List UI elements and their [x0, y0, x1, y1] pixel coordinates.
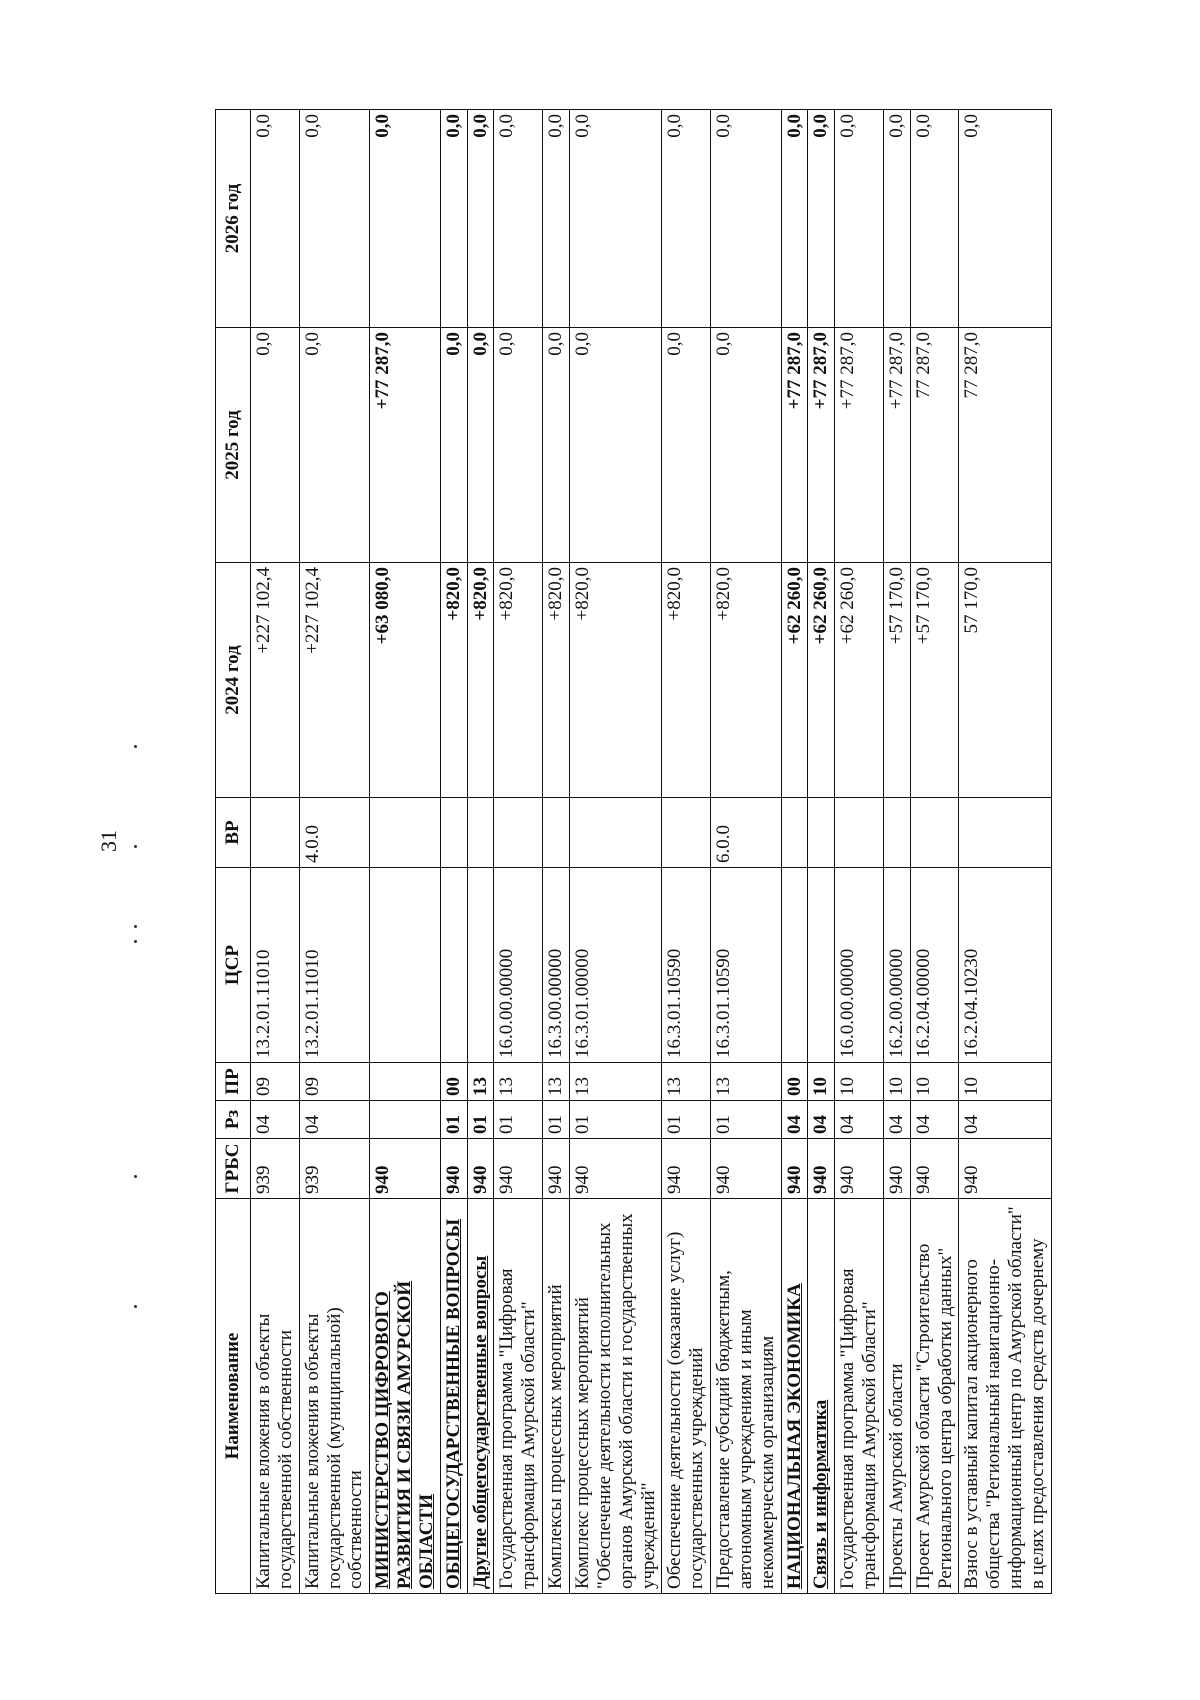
- cell-vr: [370, 798, 441, 868]
- table-row: [835, 110, 884, 1594]
- cell-grbs: 940: [808, 1139, 835, 1199]
- cell-2026: 0,0: [711, 110, 782, 328]
- cell-name: Предоставление субсидий бюджетным, автономным учреждениям и иным некоммерческим организациям: [711, 1199, 782, 1594]
- cell-pr: 13: [467, 1063, 494, 1101]
- table-row: [370, 110, 441, 1594]
- cell-csr: 16.0.00.00000: [494, 868, 543, 1063]
- cell-2025: 0,0: [494, 328, 543, 563]
- cell-2026: 0,0: [910, 110, 959, 328]
- cell-grbs: 940: [494, 1139, 543, 1199]
- cell-name: Капитальные вложения в объекты государственной собственности: [251, 1199, 300, 1594]
- header-name: Наименование: [216, 1199, 251, 1594]
- cell-vr: [467, 798, 494, 868]
- cell-2025: 0,0: [543, 328, 570, 563]
- header-vr: ВР: [216, 798, 251, 868]
- scan-speck: [134, 925, 137, 928]
- cell-grbs: 940: [883, 1139, 910, 1199]
- cell-2024: 57 170,0: [959, 563, 1051, 798]
- cell-csr: [440, 868, 467, 1063]
- page-number: 31: [96, 830, 121, 852]
- table-row: [781, 110, 808, 1594]
- cell-csr: 16.2.04.00000: [910, 868, 959, 1063]
- cell-2026: 0,0: [569, 110, 661, 328]
- rotated-table-wrapper: [215, 110, 1110, 1594]
- cell-pr: 00: [781, 1063, 808, 1101]
- cell-rz: 04: [835, 1101, 884, 1139]
- cell-2024: +63 080,0: [370, 563, 441, 798]
- cell-pr: 00: [440, 1063, 467, 1101]
- header-csr: ЦСР: [216, 868, 251, 1063]
- cell-2026: 0,0: [494, 110, 543, 328]
- cell-2025: 0,0: [440, 328, 467, 563]
- cell-pr: 10: [808, 1063, 835, 1101]
- scan-speck: [134, 940, 137, 943]
- cell-name: Связь и информатика: [808, 1199, 835, 1594]
- cell-name: Взнос в уставный капитал акционерного общества "Региональный навигационно-информационный центр по Амурской области" в целях предоставления средств дочернему: [959, 1199, 1051, 1594]
- cell-2024: +62 260,0: [781, 563, 808, 798]
- cell-grbs: 939: [299, 1139, 370, 1199]
- cell-2026: 0,0: [543, 110, 570, 328]
- table-row: [883, 110, 910, 1594]
- cell-2024: +57 170,0: [910, 563, 959, 798]
- cell-2026: 0,0: [662, 110, 711, 328]
- cell-csr: 16.0.00.00000: [835, 868, 884, 1063]
- cell-2025: 77 287,0: [910, 328, 959, 563]
- cell-name: Капитальные вложения в объекты государственной (муниципальной) собственности: [299, 1199, 370, 1594]
- cell-vr: [835, 798, 884, 868]
- cell-csr: [467, 868, 494, 1063]
- cell-2025: +77 287,0: [835, 328, 884, 563]
- cell-name: Обеспечение деятельности (оказание услуг) государственных учреждений: [662, 1199, 711, 1594]
- cell-grbs: 940: [910, 1139, 959, 1199]
- cell-2025: 0,0: [467, 328, 494, 563]
- cell-name: ОБЩЕГОСУДАРСТВЕННЫЕ ВОПРОСЫ: [440, 1199, 467, 1594]
- table-row: [494, 110, 543, 1594]
- cell-2024: +62 260,0: [835, 563, 884, 798]
- cell-csr: [781, 868, 808, 1063]
- cell-2024: +820,0: [440, 563, 467, 798]
- cell-name: Государственная программа "Цифровая трансформация Амурской области": [494, 1199, 543, 1594]
- cell-rz: 04: [299, 1101, 370, 1139]
- cell-grbs: 940: [370, 1139, 441, 1199]
- cell-pr: [370, 1063, 441, 1101]
- cell-grbs: 939: [251, 1139, 300, 1199]
- table-row: [543, 110, 570, 1594]
- cell-2025: 0,0: [251, 328, 300, 563]
- cell-pr: 10: [910, 1063, 959, 1101]
- table-row: [251, 110, 300, 1594]
- cell-csr: [370, 868, 441, 1063]
- cell-pr: 10: [835, 1063, 884, 1101]
- cell-2024: +57 170,0: [883, 563, 910, 798]
- cell-2026: 0,0: [808, 110, 835, 328]
- cell-2024: +227 102,4: [251, 563, 300, 798]
- cell-rz: 04: [781, 1101, 808, 1139]
- cell-csr: 16.3.00.00000: [543, 868, 570, 1063]
- cell-name: МИНИСТЕРСТВО ЦИФРОВОГО РАЗВИТИЯ И СВЯЗИ АМУРСКОЙ ОБЛАСТИ: [370, 1199, 441, 1594]
- header-grbs: ГРБС: [216, 1139, 251, 1199]
- cell-vr: [494, 798, 543, 868]
- cell-pr: 10: [959, 1063, 1051, 1101]
- cell-grbs: 940: [711, 1139, 782, 1199]
- cell-2025: 0,0: [662, 328, 711, 563]
- cell-2025: +77 287,0: [808, 328, 835, 563]
- cell-name: Другие общегосударственные вопросы: [467, 1199, 494, 1594]
- cell-vr: [251, 798, 300, 868]
- header-rz: Рз: [216, 1101, 251, 1139]
- header-2026: 2026 год: [216, 110, 251, 328]
- cell-grbs: 940: [662, 1139, 711, 1199]
- cell-vr: [808, 798, 835, 868]
- cell-vr: 6.0.0: [711, 798, 782, 868]
- cell-2025: +77 287,0: [781, 328, 808, 563]
- cell-pr: 13: [569, 1063, 661, 1101]
- cell-name: Проекты Амурской области: [883, 1199, 910, 1594]
- cell-2026: 0,0: [959, 110, 1051, 328]
- cell-2025: 77 287,0: [959, 328, 1051, 563]
- cell-rz: 04: [808, 1101, 835, 1139]
- cell-2026: 0,0: [370, 110, 441, 328]
- cell-grbs: 940: [543, 1139, 570, 1199]
- cell-csr: 13.2.01.11010: [299, 868, 370, 1063]
- cell-rz: 01: [569, 1101, 661, 1139]
- cell-rz: 01: [467, 1101, 494, 1139]
- cell-vr: [569, 798, 661, 868]
- cell-pr: 13: [711, 1063, 782, 1101]
- cell-csr: 16.3.01.00000: [569, 868, 661, 1063]
- cell-2024: +820,0: [467, 563, 494, 798]
- cell-grbs: 940: [467, 1139, 494, 1199]
- cell-vr: [959, 798, 1051, 868]
- cell-rz: 01: [711, 1101, 782, 1139]
- scan-speck: [134, 745, 137, 748]
- cell-grbs: 940: [781, 1139, 808, 1199]
- cell-csr: 16.2.00.00000: [883, 868, 910, 1063]
- cell-rz: 01: [494, 1101, 543, 1139]
- table-row: [959, 110, 1051, 1594]
- cell-2026: 0,0: [467, 110, 494, 328]
- cell-rz: 01: [440, 1101, 467, 1139]
- cell-pr: 09: [251, 1063, 300, 1101]
- cell-pr: 13: [662, 1063, 711, 1101]
- table-row: [662, 110, 711, 1594]
- cell-vr: [440, 798, 467, 868]
- header-2025: 2025 год: [216, 328, 251, 563]
- header-2024: 2024 год: [216, 563, 251, 798]
- cell-pr: 10: [883, 1063, 910, 1101]
- cell-pr: 09: [299, 1063, 370, 1101]
- table-row: [440, 110, 467, 1594]
- cell-rz: 01: [662, 1101, 711, 1139]
- cell-2026: 0,0: [835, 110, 884, 328]
- scan-speck: [134, 1305, 137, 1308]
- cell-vr: [662, 798, 711, 868]
- cell-rz: 04: [910, 1101, 959, 1139]
- scan-speck: [134, 1175, 137, 1178]
- cell-2024: +820,0: [569, 563, 661, 798]
- cell-2025: 0,0: [711, 328, 782, 563]
- cell-csr: 16.3.01.10590: [711, 868, 782, 1063]
- table-header-row: [216, 110, 251, 1594]
- cell-rz: 04: [883, 1101, 910, 1139]
- cell-pr: 13: [543, 1063, 570, 1101]
- cell-2026: 0,0: [440, 110, 467, 328]
- cell-name: Комплексы процессных мероприятий: [543, 1199, 570, 1594]
- cell-2024: +820,0: [543, 563, 570, 798]
- cell-rz: 01: [543, 1101, 570, 1139]
- cell-vr: 4.0.0: [299, 798, 370, 868]
- header-pr: ПР: [216, 1063, 251, 1101]
- cell-2025: 0,0: [299, 328, 370, 563]
- cell-pr: 13: [494, 1063, 543, 1101]
- cell-grbs: 940: [959, 1139, 1051, 1199]
- cell-2025: +77 287,0: [883, 328, 910, 563]
- scan-speck: [134, 845, 137, 848]
- cell-name: НАЦИОНАЛЬНАЯ ЭКОНОМИКА: [781, 1199, 808, 1594]
- cell-vr: [543, 798, 570, 868]
- table-row: [299, 110, 370, 1594]
- budget-table: [215, 109, 1052, 1594]
- cell-2026: 0,0: [299, 110, 370, 328]
- cell-name: Комплекс процессных мероприятий "Обеспечение деятельности исполнительных органов Амурской области и государственных учреждений": [569, 1199, 661, 1594]
- cell-name: Государственная программа "Цифровая трансформация Амурской области": [835, 1199, 884, 1594]
- table-row: [467, 110, 494, 1594]
- table-row: [569, 110, 661, 1594]
- cell-2024: +820,0: [494, 563, 543, 798]
- cell-vr: [883, 798, 910, 868]
- cell-2024: +820,0: [711, 563, 782, 798]
- cell-grbs: 940: [569, 1139, 661, 1199]
- cell-grbs: 940: [440, 1139, 467, 1199]
- cell-2025: +77 287,0: [370, 328, 441, 563]
- cell-csr: [808, 868, 835, 1063]
- cell-csr: 16.3.01.10590: [662, 868, 711, 1063]
- cell-name: Проект Амурской области "Строительство Регионального центра обработки данных": [910, 1199, 959, 1594]
- cell-grbs: 940: [835, 1139, 884, 1199]
- cell-2026: 0,0: [883, 110, 910, 328]
- cell-vr: [910, 798, 959, 868]
- cell-2024: +62 260,0: [808, 563, 835, 798]
- cell-csr: 16.2.04.10230: [959, 868, 1051, 1063]
- cell-vr: [781, 798, 808, 868]
- cell-2026: 0,0: [781, 110, 808, 328]
- cell-rz: [370, 1101, 441, 1139]
- cell-2025: 0,0: [569, 328, 661, 563]
- cell-rz: 04: [959, 1101, 1051, 1139]
- table-row: [808, 110, 835, 1594]
- cell-2024: +820,0: [662, 563, 711, 798]
- table-row: [711, 110, 782, 1594]
- table-row: [910, 110, 959, 1594]
- cell-csr: 13.2.01.11010: [251, 868, 300, 1063]
- cell-2024: +227 102,4: [299, 563, 370, 798]
- cell-rz: 04: [251, 1101, 300, 1139]
- cell-2026: 0,0: [251, 110, 300, 328]
